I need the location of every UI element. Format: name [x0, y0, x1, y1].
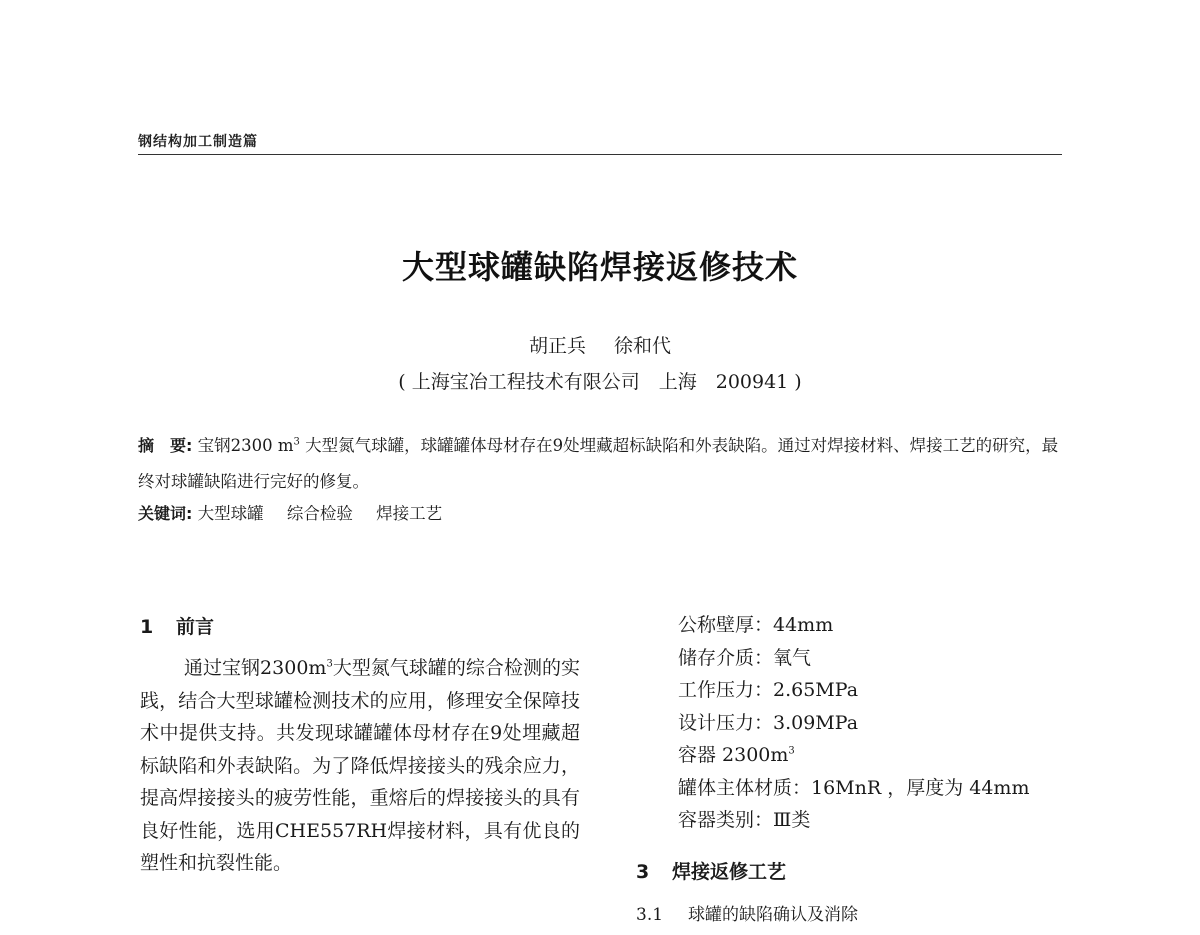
page-title: 大型球罐缺陷焊接返修技术 — [401, 248, 798, 286]
keywords — [138, 500, 1068, 528]
keyword: 焊接工艺 — [376, 504, 443, 523]
spec-volume — [678, 739, 1098, 772]
spec-working-pressure: 工作压力：2.65MPa — [678, 679, 859, 701]
authors — [0, 331, 1200, 358]
subsection-3-1-number: 3.1 — [636, 905, 664, 925]
abstract-sup: 3 — [293, 436, 300, 448]
spec-volume-text: 容器 2300m — [678, 744, 789, 766]
spec-list — [678, 609, 1098, 837]
paragraph-text-1: 通过宝钢2300m — [184, 657, 327, 679]
section-3-number: 3 — [636, 861, 650, 883]
section-1-heading — [140, 612, 214, 639]
spec-design-pressure: 设计压力：3.09MPa — [678, 711, 859, 734]
section-1-paragraph — [140, 652, 580, 880]
section-1-number: 1 — [140, 616, 154, 638]
abstract-text-1: 宝钢2300 m — [192, 436, 294, 455]
section-1-title: 前言 — [176, 616, 215, 638]
paragraph-sup: 3 — [326, 658, 333, 670]
abstract — [138, 428, 1068, 500]
spec-category: 容器类别：Ⅲ类 — [678, 809, 811, 831]
keywords-label: 关键词: — [138, 504, 193, 523]
spec-medium: 储存介质：氧气 — [678, 646, 812, 669]
abstract-text-2: 大型氮气球罐，球罐罐体母材存在9处埋藏超标缺陷和外表缺陷。通过对焊接材料、焊接工艺的研究，最终对球罐缺陷进行完好的修复。 — [138, 436, 1059, 491]
subsection-3-1-heading — [636, 900, 858, 925]
author-2: 徐和代 — [614, 335, 672, 357]
spec-wall-thickness: 公称壁厚：44mm — [678, 614, 834, 636]
abstract-label: 摘 要: — [138, 436, 193, 455]
section-header: 钢结构加工制造篇 — [138, 134, 258, 150]
section-3-title: 焊接返修工艺 — [672, 861, 787, 883]
keyword: 综合检验 — [286, 504, 353, 523]
affiliation: ( 上海宝冶工程技术有限公司 上海 200941 ) — [398, 371, 802, 393]
subsection-3-1-title: 球罐的缺陷确认及消除 — [688, 905, 858, 925]
header-rule — [138, 154, 1062, 155]
spec-material: 罐体主体材质：16MnR ，厚度为 44mm — [678, 776, 1030, 799]
keyword: 大型球罐 — [197, 504, 264, 523]
section-3-heading — [636, 857, 786, 884]
author-1: 胡正兵 — [528, 335, 586, 357]
spec-volume-sup: 3 — [788, 745, 795, 757]
paragraph-text-2: 大型氮气球罐的综合检测的实践，结合大型球罐检测技术的应用，修理安全保障技术中提供支持。共发现球罐罐体母材存在9处埋藏超标缺陷和外表缺陷。为了降低焊接接头的残余应力，提高焊接接头的疲劳性能，重熔后的焊接接头的具有良好性能，选用CHE557RH焊接材料，具有优良的塑性和抗裂性能。 — [140, 657, 580, 874]
